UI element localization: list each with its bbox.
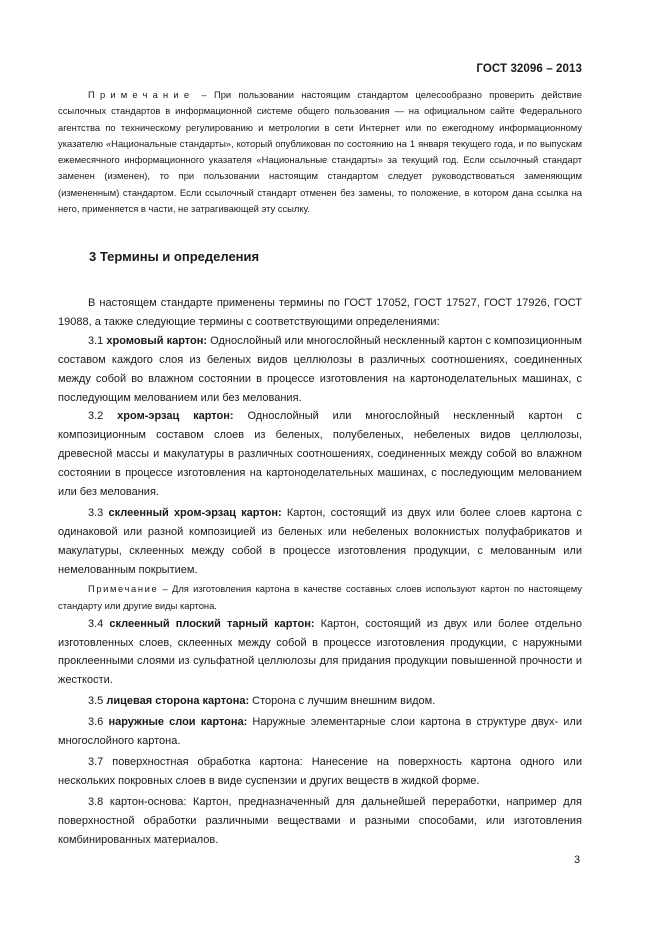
term-3-4: [58, 615, 582, 691]
term-number: 3.3: [88, 506, 104, 519]
intro-paragraph: В настоящем стандарте применены термины по ГОСТ 17052, ГОСТ 17527, ГОСТ 17926, ГОСТ 19088, а также следующие термины с соответствующими определениями:: [58, 297, 582, 328]
term-definition: Однослойный или многослойный нескленный картон с композиционным составом слоев из беленых, полубеленых, небеленых видов целлюлозы, древесной массы и макулатуры в различных соотношениях, соединенных между собой во влажном состоянии в процессе изготовления на картоноделательных машинах, с последующим мелованием или без мелования.: [58, 410, 582, 499]
term-number: 3.1: [88, 334, 104, 347]
term-name: хромовый картон:: [106, 334, 208, 347]
term-3-3: [58, 504, 582, 580]
term-name: лицевая сторона картона:: [106, 695, 250, 708]
term-3-7: [58, 753, 582, 791]
note-3-3: [58, 580, 582, 615]
term-number: 3.5: [88, 695, 104, 708]
note-lead: Примечание: [88, 582, 159, 594]
reference-note-paragraph: [58, 87, 582, 217]
term-3-2: [58, 407, 582, 502]
term-number: 3.4: [88, 617, 104, 630]
term-name: наружные слои картона:: [108, 716, 248, 729]
term-number: 3.2: [88, 410, 104, 423]
term-definition: Наружные элементарные слои картона в структуре двух- или многослойного картона.: [58, 716, 582, 748]
term-3-1: [58, 332, 582, 408]
document-header: ГОСТ 32096 – 2013: [476, 63, 582, 75]
term-name: склеенный хром-эрзац картон:: [108, 506, 282, 519]
term-number: 3.6: [88, 716, 104, 729]
note-text: – При пользовании настоящим стандартом целесообразно проверить действие ссылочных стандартов в информационной системе общего пользования — на официальном сайте Федерального агентства по техническому регулированию и метрологии в сети Интернет или по ежегодному информационному указателю «Национальные стандарты», который опубликован по состоянию на 1 января текущего года, и по выпускам ежемесячного информационного указателя «Национальные стандарты» за текущий год. Если ссылочный стандарт заменен (изменен), то при пользовании настоящим стандартом следует руководствоваться заменяющим (измененным) стандартом. Если ссылочный стандарт отменен без замены, то положение, в котором дана ссылка на него, применяется в части, не затрагивающей эту ссылку.: [58, 89, 582, 215]
term-definition: Нанесение на поверхность картона одного или нескольких покровных слоев в виде суспензии и других веществ в жидкой форме.: [58, 755, 582, 787]
term-name: склеенный плоский тарный картон:: [109, 617, 315, 630]
term-number: 3.8: [88, 795, 104, 808]
term-definition: Сторона с лучшим внешним видом.: [249, 695, 436, 708]
term-3-6: [58, 713, 582, 751]
page-number: 3: [574, 854, 581, 866]
term-definition: Картон, состоящий из двух или более отдельно изготовленных слоев, склеенных между собой в процессе изготовления продукции, с наружными проклеенными слоями из сульфатной целлюлозы для придания продукции повышенной прочности и жесткости.: [58, 617, 582, 687]
term-definition: Картон, предназначенный для дальнейшей переработки, например для поверхностной обработки различными веществами и разными способами, или изготовления комбинированных материалов.: [58, 795, 582, 846]
note-text: – Для изготовления картона в качестве составных слоев используют картон по настоящему стандарту или другие виды картона.: [58, 582, 582, 612]
term-definition: Картон, состоящий из двух или более слоев картона с одинаковой или разной композицией из беленых или небеленых волокнистых полуфабрикатов и макулатуры, склеенных между собой в процессе изготовления продукции, с мелованным или немелованным покрытием.: [58, 506, 583, 576]
term-3-5: [58, 692, 582, 711]
term-name: поверхностная обработка картона:: [112, 755, 303, 768]
term-name: картон-основа:: [109, 795, 187, 808]
term-name: хром-эрзац картон:: [117, 410, 234, 423]
terms-body: [58, 294, 582, 849]
term-number: 3.7: [88, 755, 104, 768]
note-lead: Примечание: [88, 89, 195, 100]
reference-note: [58, 87, 582, 217]
term-definition: Однослойный или многослойный нескленный картон с композиционным составом каждого слоя из беленых видов целлюлозы в различных соотношениях, соединенных между собой во влажном состоянии в процессе изготовления на картоноделательных машинах, с последующим мелованием или без мелования.: [58, 334, 582, 404]
section-title: 3 Термины и определения: [89, 249, 260, 264]
term-3-8: [58, 793, 582, 850]
